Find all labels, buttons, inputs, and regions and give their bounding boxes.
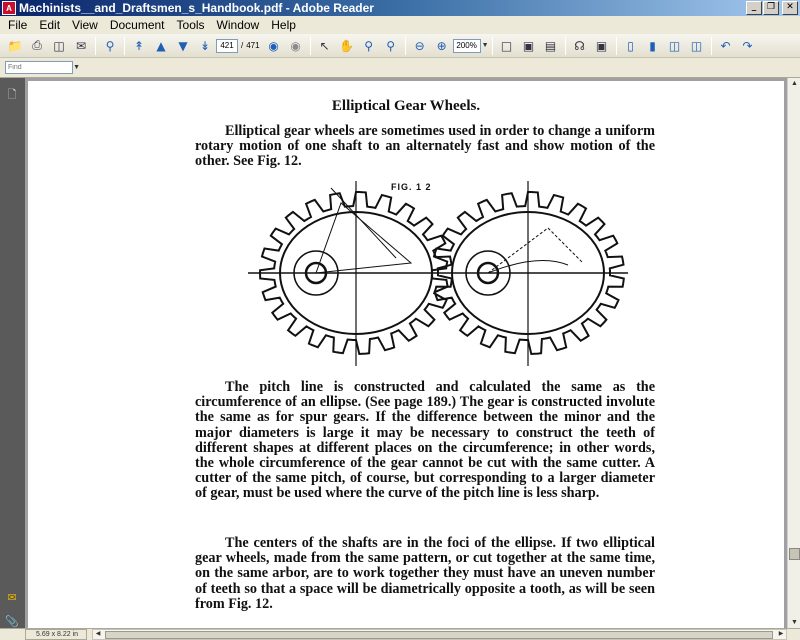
open-icon[interactable]: 📁 (7, 38, 23, 53)
paragraph-centers-text: The centers of the shafts are in the foci of the ellipse. If two elliptical gear wheels, made from the same pattern, or cut together at the same time, on the same arbor, are to work together they must have an uneven number of teeth so that a space will be diametrically opposite a tooth, as will be seen from Fig. 12. (195, 535, 655, 612)
menu-file[interactable]: File (8, 18, 28, 32)
figure-label: FIG. 1 2 (391, 182, 432, 192)
menu-document[interactable]: Document (109, 18, 165, 32)
window-title: Machinists__and_Draftsmen_s_Handbook.pdf - Adobe Reader (19, 1, 374, 15)
toolbar-separator (310, 37, 311, 55)
print-icon[interactable]: ⎙ (32, 38, 42, 52)
paragraph-pitch-line (195, 380, 655, 502)
toolbar-separator (405, 37, 406, 55)
menu-edit[interactable]: Edit (39, 18, 61, 32)
continuous-facing-icon[interactable]: ◫ (690, 38, 703, 53)
back-icon[interactable]: ◉ (268, 38, 279, 53)
prev-page-icon[interactable]: ▲ (156, 38, 166, 53)
toolbar-separator (616, 37, 617, 55)
actual-size-icon[interactable]: □ (500, 38, 513, 53)
horizontal-scroll-thumb[interactable] (105, 631, 773, 639)
read-aloud-icon[interactable]: ☊ (574, 38, 585, 53)
pdf-page (28, 81, 784, 628)
zoom-tool-icon[interactable]: ⚲ (386, 38, 395, 53)
hand-icon[interactable]: ✋ (339, 38, 355, 53)
restore-button[interactable]: ❐ (763, 1, 779, 15)
save-icon[interactable]: ◫ (53, 38, 65, 53)
elliptical-gears-figure (198, 181, 628, 366)
minimize-button[interactable]: _ (746, 1, 762, 15)
select-icon[interactable]: ↖ (319, 38, 330, 53)
toolbar-separator (124, 37, 125, 55)
paragraph-intro (195, 124, 655, 170)
next-page-icon[interactable]: ▼ (178, 38, 188, 53)
scroll-up-icon[interactable]: ▲ (791, 80, 798, 87)
page-number-input[interactable]: 421 (216, 39, 238, 53)
status-bar (0, 628, 800, 640)
marquee-zoom-icon[interactable]: ⚲ (364, 38, 373, 53)
zoom-in-icon[interactable]: ⊕ (436, 38, 447, 53)
last-page-icon[interactable]: ↡ (199, 38, 211, 53)
menu-bar (0, 16, 800, 34)
menu-view[interactable]: View (72, 18, 98, 32)
toolbar-separator (565, 37, 566, 55)
zoom-dropdown-icon[interactable]: ▼ (481, 42, 489, 49)
horizontal-scrollbar[interactable] (92, 629, 787, 640)
email-icon[interactable]: ✉ (75, 38, 87, 53)
find-dropdown-icon[interactable]: ▼ (73, 64, 80, 71)
close-button[interactable]: ✕ (782, 1, 798, 15)
forward-icon[interactable]: ◉ (290, 38, 301, 53)
scroll-right-icon[interactable]: ▶ (778, 631, 784, 637)
paragraph-intro-text: Elliptical gear wheels are sometimes used in order to change a uniform rotary motion of one shaft to an alternately fast and show motion of the other. See Fig. 12. (195, 123, 655, 170)
page-size-label: 5.69 x 8.22 in (25, 629, 87, 640)
zoom-out-icon[interactable]: ⊖ (414, 38, 425, 53)
attachments-panel-icon[interactable]: 📎 (5, 615, 19, 628)
adobe-reader-icon: A (2, 1, 16, 15)
paragraph-pitch-line-text: The pitch line is constructed and calculated the same as the circumference of an ellipse. (See page 189.) The gear is constructed involute the same as for spur gears. If the difference between the minor and the major diameters is large it may be necessary to construct the teeth of different shapes at different places on the circumference; in other words, the whole circumference of the gear cannot be cut with the same cutter. A cutter of the same pitch, of course, but corresponding to a larger diameter of gear, must be used where the curve of the pitch line is less sharp. (195, 379, 655, 502)
page-heading: Elliptical Gear Wheels. (331, 98, 481, 114)
toolbar (0, 34, 800, 58)
pages-panel-icon[interactable]: 🗋 (7, 88, 17, 101)
scroll-left-icon[interactable]: ◀ (95, 631, 101, 637)
find-bar (0, 58, 800, 78)
page-separator: / (241, 41, 244, 50)
vertical-scroll-thumb[interactable] (789, 548, 800, 560)
find-box (5, 61, 80, 74)
facing-icon[interactable]: ◫ (668, 38, 681, 53)
zoom-level-field[interactable]: 200% (453, 39, 481, 53)
left-construction-line-2 (331, 188, 396, 258)
paragraph-centers (195, 536, 655, 612)
vertical-scrollbar[interactable] (787, 78, 800, 628)
right-construction-lines (488, 228, 583, 273)
continuous-icon[interactable]: ▮ (649, 38, 656, 53)
toolbar-separator (711, 37, 712, 55)
single-page-icon[interactable]: ▯ (627, 38, 634, 53)
find-input[interactable] (8, 62, 64, 73)
fit-page-icon[interactable]: ▣ (522, 38, 535, 53)
rotate-cw-icon[interactable]: ↷ (742, 38, 753, 53)
title-bar (0, 0, 800, 16)
search-doc-icon[interactable]: ⚲ (105, 38, 115, 53)
first-page-icon[interactable]: ↟ (133, 38, 145, 53)
toolbar-separator (492, 37, 493, 55)
menu-window[interactable]: Window (216, 18, 260, 32)
menu-tools[interactable]: Tools (176, 18, 205, 32)
scroll-down-icon[interactable]: ▼ (791, 619, 798, 626)
snapshot-icon[interactable]: ▣ (595, 38, 608, 53)
fit-width-icon[interactable]: ▤ (544, 38, 557, 53)
rotate-ccw-icon[interactable]: ↶ (720, 38, 731, 53)
page-total: 471 (246, 41, 260, 50)
menu-help[interactable]: Help (271, 18, 296, 32)
comments-panel-icon[interactable]: ✉ (7, 591, 17, 604)
document-view[interactable] (25, 78, 787, 628)
navigation-pane (0, 78, 25, 628)
toolbar-separator (95, 37, 96, 55)
